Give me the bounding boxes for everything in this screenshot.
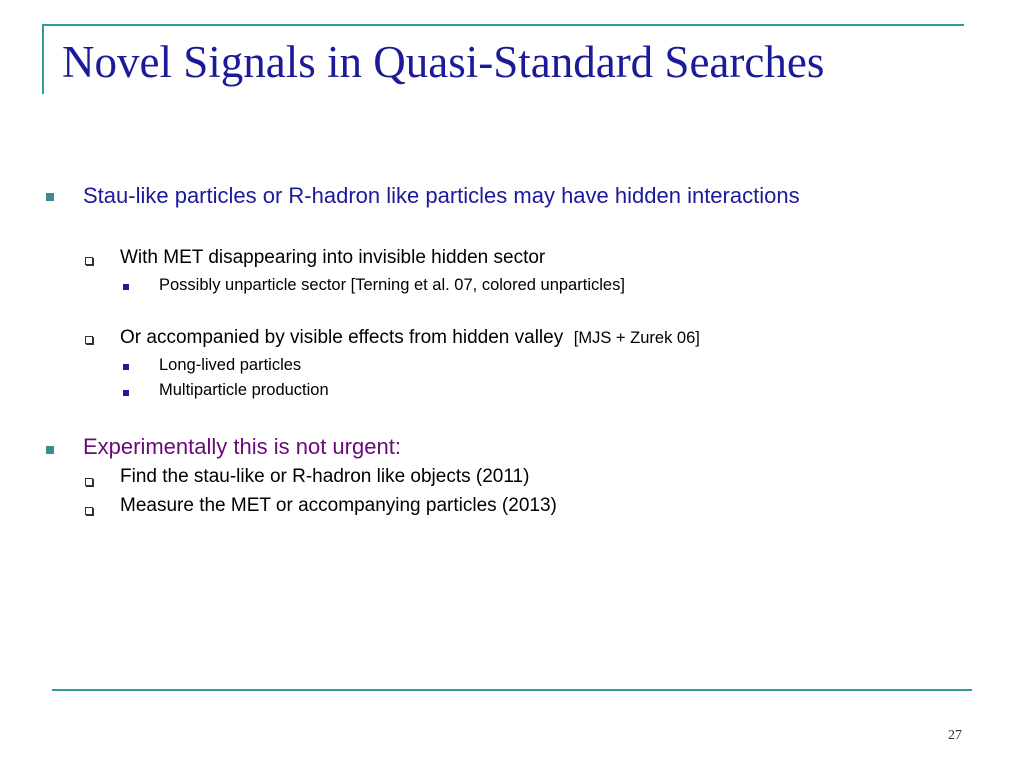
bullet-1-text: Stau-like particles or R-hadron like particles may have hidden interactions [83, 183, 800, 208]
sub-bullet-marker [85, 336, 93, 344]
bullet-1-sub-2-item-2: Multiparticle production [159, 381, 329, 399]
footer-rule [52, 689, 972, 691]
sub-bullet-marker [85, 478, 93, 486]
bullet-2-sub-2-text: Measure the MET or accompanying particles (2013) [120, 495, 557, 516]
bullet-2-sub-1-text: Find the stau-like or R-hadron like objects (2011) [120, 466, 530, 487]
page-number: 27 [948, 728, 962, 743]
bullet-1-sub-1-text: With MET disappearing into invisible hidden sector [120, 247, 546, 268]
bullet-marker [46, 446, 54, 454]
bullet-1-sub-2-line [120, 327, 700, 350]
bullet-2-text: Experimentally this is not urgent: [83, 434, 401, 459]
slide-title: Novel Signals in Quasi-Standard Searches [62, 37, 825, 87]
bullet-marker [46, 193, 54, 201]
frame-left-rule [42, 24, 44, 94]
citation: [MJS + Zurek 06] [573, 329, 700, 347]
sub-sub-bullet-marker [123, 390, 129, 396]
sub-sub-bullet-marker [123, 284, 129, 290]
frame-top-rule [42, 24, 964, 26]
sub-sub-bullet-marker [123, 364, 129, 370]
bullet-1-sub-2-item-1: Long-lived particles [159, 356, 302, 374]
sub-bullet-marker [85, 257, 93, 265]
sub-bullet-marker [85, 507, 93, 515]
bullet-1-sub-2-text: Or accompanied by visible effects from hidden valley [120, 327, 564, 348]
bullet-1-sub-1-item-1: Possibly unparticle sector [Terning et al. 07, colored unparticles] [159, 276, 625, 294]
